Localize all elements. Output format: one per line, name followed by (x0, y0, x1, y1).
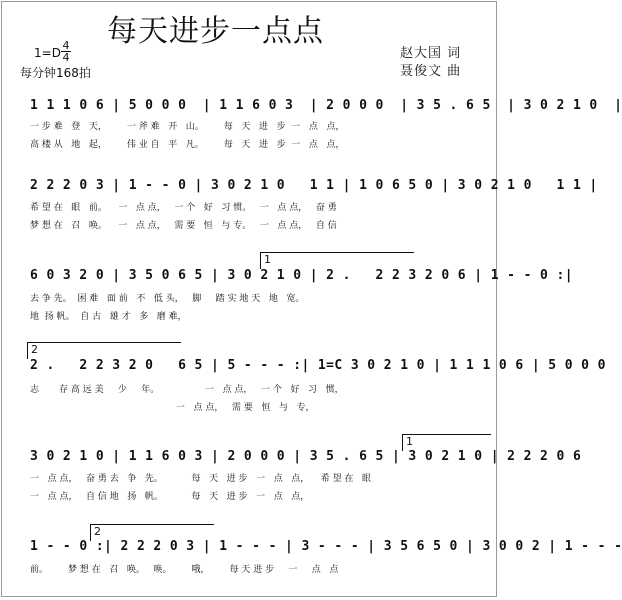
notation-line: 1 - - 0 :| 2 2 2 0 3 | 1 - - - | 3 - - - | 3 5 6 5 0 | 3 0 0 2 | 1 - - - (30, 539, 622, 554)
lyric-verse-1: 志 存 高 远 美 少 年。 一 点 点， 一 个 好 习 惯， (30, 385, 344, 395)
notation-line: 6 0 3 2 0 | 3 5 0 6 5 | 3 0 2 1 0 | 2 . 2 2 3 2 0 6 | 1 - - 0 :| (30, 268, 573, 283)
score-row-1 (30, 98, 622, 118)
volta-bracket-first: 1 (402, 434, 491, 451)
lyric-verse-2: 一 点 点， 需 要 恒 与 专， (30, 403, 315, 413)
key-signature: 1=D (34, 46, 61, 60)
score-row-6 (30, 539, 622, 559)
score-sheet (1, 1, 622, 597)
lyric-verse-2: 地 扬 帆。 自 古 雄 才 多 磨 难， (30, 312, 187, 322)
meter-top: 4 (62, 39, 70, 52)
lyricist-credit: 赵大国 词 (400, 46, 462, 61)
lyric-verse-2: 梦 想 在 召 唤。 一 点 点， 需 要 恒 与 专。 一 点 点， 自 信 (30, 221, 337, 231)
notation-line: 2 2 2 0 3 | 1 - - 0 | 3 0 2 1 0 1 1 | 1 0 6 5 0 | 3 0 2 1 0 1 1 | (30, 178, 598, 193)
meter-bottom: 4 (62, 51, 70, 64)
time-signature (61, 40, 71, 63)
score-row-5 (30, 449, 582, 469)
lyric-verse-1: 前。 梦 想 在 召 唤。 唤。 哦， 每 天 进 步 一 点 点 (30, 565, 339, 575)
lyric-verse-1: 去 争 先。 困 难 面 前 不 低 头， 脚 踏 实 地 天 地 宽。 (30, 294, 305, 304)
score-row-2 (30, 178, 598, 198)
lyric-verse-1: 一 步 难 登 天， 一 斧 难 开 山。 每 天 进 步 一 点 点， (30, 122, 345, 132)
lyric-verse-1: 希 望 在 眼 前。 一 点 点， 一 个 好 习 惯。 一 点 点， 奋 勇 (30, 203, 337, 213)
lyric-verse-2: 高 楼 从 地 起， 伟 业 自 平 凡。 每 天 进 步 一 点 点， (30, 140, 345, 150)
notation-line: 3 0 2 1 0 | 1 1 6 0 3 | 2 0 0 0 | 3 5 . 6 5 | 3 0 2 1 0 | 2 2 2 0 6 (30, 449, 582, 464)
score-row-3 (30, 268, 573, 288)
composer-credit: 聂俊文 曲 (400, 64, 462, 79)
volta-bracket-first: 1 (260, 252, 414, 269)
lyric-verse-1: 一 点 点， 奋 勇 去 争 先。 每 天 进 步 一 点 点， 希 望 在 眼 (30, 474, 372, 484)
tempo-marking: 每分钟168拍 (20, 66, 91, 80)
volta-bracket-second: 2 (90, 524, 214, 541)
song-title: 每天进步一点点 (107, 14, 324, 49)
lyric-verse-2: 一 点 点， 自 信 地 扬 帆。 每 天 进 步 一 点 点， (30, 492, 310, 502)
volta-bracket-second: 2 (27, 342, 181, 359)
notation-line: 1 1 1 0 6 | 5 0 0 0 | 1 1 6 0 3 | 2 0 0 0 | 3 5 . 6 5 | 3 0 2 1 0 | (30, 98, 622, 113)
notation-line: 2 . 2 2 3 2 0 6 5 | 5 - - - :| 1=C 3 0 2 1 0 | 1 1 1 0 6 | 5 0 0 0 (30, 358, 606, 373)
score-row-4 (30, 358, 606, 378)
